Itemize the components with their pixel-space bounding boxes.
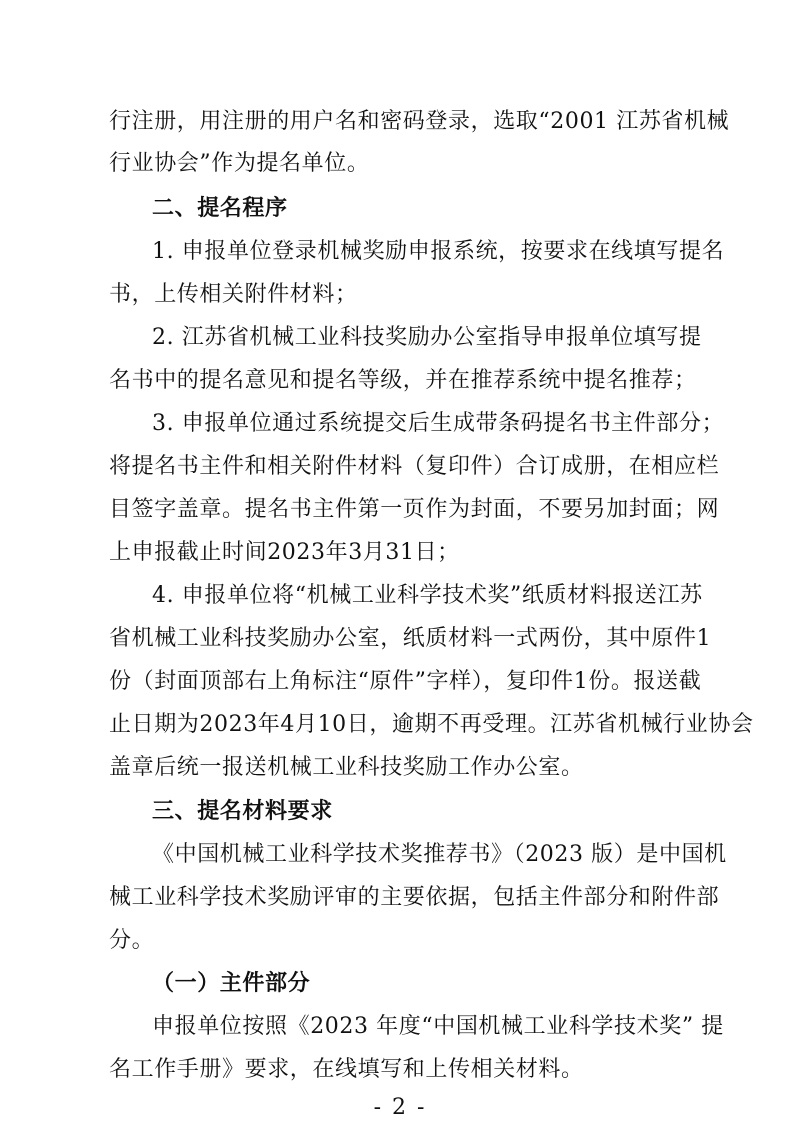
subsection-heading: （一）主件部分	[152, 971, 311, 996]
paragraph-line: 盖章后统一报送机械工业科技奖励工作办公室。	[109, 755, 584, 780]
paragraph-line: 1. 申报单位登录机械奖励申报系统，按要求在线填写提名	[152, 239, 725, 264]
paragraph-line: 《中国机械工业科学技术奖推荐书》（2023 版）是中国机	[152, 842, 727, 867]
paragraph-line: 械工业科学技术奖励评审的主要依据，包括主件部分和附件部	[109, 885, 720, 910]
page-number: - 2 -	[373, 1095, 427, 1120]
paragraph-line: 3. 申报单位通过系统提交后生成带条码提名书主件部分；	[152, 411, 725, 436]
paragraph-line: 2. 江苏省机械工业科技奖励办公室指导申报单位填写提	[152, 325, 702, 350]
paragraph-line: 份（封面顶部右上角标注“原件”字样），复印件1份。报送截	[109, 669, 702, 694]
paragraph-line: 行注册，用注册的用户名和密码登录，选取“2001 江苏省机械	[109, 109, 730, 134]
paragraph-line: 行业协会”作为提名单位。	[109, 151, 370, 176]
paragraph-line: 将提名书主件和相关附件材料（复印件）合订成册，在相应栏	[109, 454, 720, 479]
section-heading: 三、提名材料要求	[152, 799, 333, 824]
paragraph-line: 上申报截止时间2023年3月31日；	[109, 540, 460, 565]
paragraph-line: 名工作手册》要求，在线填写和上传相关材料。	[109, 1057, 584, 1082]
paragraph-line: 书，上传相关附件材料；	[109, 282, 358, 307]
paragraph-line: 省机械工业科技奖励办公室，纸质材料一式两份，其中原件1	[109, 626, 712, 651]
paragraph-line: 止日期为2023年4月10日，逾期不再受理。江苏省机械行业协会	[109, 712, 754, 737]
paragraph-line: 4. 申报单位将“机械工业科学技术奖”纸质材料报送江苏	[152, 583, 703, 608]
paragraph-line: 名书中的提名意见和提名等级，并在推荐系统中提名推荐；	[109, 368, 697, 393]
paragraph-line: 分。	[109, 928, 155, 953]
paragraph-line: 目签字盖章。提名书主件第一页作为封面，不要另加封面；网	[109, 497, 720, 522]
section-heading: 二、提名程序	[152, 196, 288, 221]
paragraph-line: 申报单位按照《2023 年度“中国机械工业科学技术奖” 提	[152, 1014, 724, 1039]
